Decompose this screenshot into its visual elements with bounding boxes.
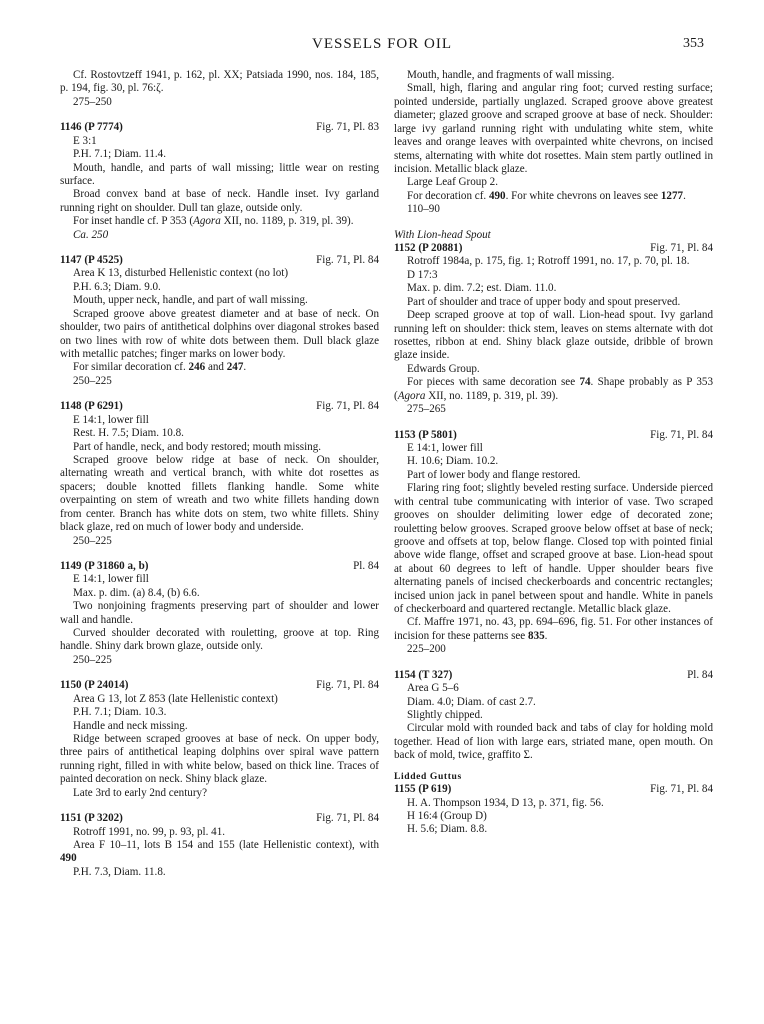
- entry-number: 1151 (P 3202): [60, 812, 123, 825]
- entry-condition: Part of shoulder and trace of upper body and spout preserved.: [407, 295, 681, 308]
- entry-condition: Mouth, handle, and fragments of wall missing.: [407, 69, 615, 81]
- entry-context: Area F 10–11, lots B 154 and 155 (late Hellenistic context), with 490: [60, 838, 379, 865]
- entry-context: Area G 5–6: [407, 682, 459, 695]
- entry-dimensions: Max. p. dim. (a) 8.4, (b) 6.6.: [73, 586, 200, 599]
- entry-dimensions: P.H. 6.3; Diam. 9.0.: [73, 280, 161, 293]
- left-column: [60, 69, 379, 879]
- entry-number: 1148 (P 6291): [60, 400, 123, 413]
- entry-dimensions: P.H. 7.3, Diam. 11.8.: [73, 865, 166, 878]
- entry-context: H 16:4 (Group D): [407, 809, 487, 822]
- catalog-entry-1147: [60, 254, 379, 388]
- catalog-entry-1154: [394, 669, 713, 763]
- catalog-entry-1151-continued: [394, 69, 713, 217]
- figure-reference: Fig. 71, Pl. 84: [316, 679, 379, 692]
- catalog-entry-1152: [394, 242, 713, 416]
- entry-condition: Handle and neck missing.: [73, 719, 188, 732]
- entry-heading: [60, 121, 379, 134]
- entry-dimensions: P.H. 7.1; Diam. 10.3.: [73, 706, 167, 719]
- entry-condition: Slightly chipped.: [407, 708, 483, 721]
- right-column: [394, 69, 713, 837]
- entry-dimensions: Rest. H. 7.5; Diam. 10.8.: [73, 427, 184, 440]
- entry-heading: [394, 242, 713, 255]
- entry-dimensions: Diam. 4.0; Diam. of cast 2.7.: [407, 695, 536, 708]
- entry-bibliography: Rotroff 1991, no. 99, p. 93, pl. 41.: [73, 825, 226, 838]
- entry-heading: [60, 560, 379, 573]
- entry-comparanda: For decoration cf. 490. For white chevrons on leaves see 1277.: [407, 189, 686, 202]
- entry-bibliography: H. A. Thompson 1934, D 13, p. 371, fig. 56.: [407, 796, 604, 809]
- catalog-entry-1148: [60, 400, 379, 548]
- page-header: [60, 36, 704, 56]
- figure-reference: Pl. 84: [353, 559, 379, 572]
- catalog-entry-1153: [394, 429, 713, 657]
- page-number: 353: [683, 36, 704, 51]
- entry-dimensions: H. 5.6; Diam. 8.8.: [407, 823, 488, 836]
- entry-date: 225–200: [407, 643, 446, 656]
- entry-date: Ca. 250: [73, 228, 109, 241]
- figure-reference: Pl. 84: [687, 668, 713, 681]
- entry-context: E 3:1: [73, 134, 97, 147]
- catalog-entry-1150: [60, 679, 379, 800]
- entry-dimensions: Max. p. dim. 7.2; est. Diam. 11.0.: [407, 282, 557, 295]
- entry-heading: [60, 679, 379, 692]
- section-heading-lion-head-spout: With Lion-head Spout: [394, 228, 491, 241]
- catalog-entry-1151: [60, 812, 379, 879]
- entry-number: 1150 (P 24014): [60, 679, 129, 692]
- entry-number: 1155 (P 619): [394, 783, 452, 796]
- entry-dimensions: P.H. 7.1; Diam. 11.4.: [73, 148, 166, 161]
- catalog-entry-1155: [394, 783, 713, 837]
- entry-group: Large Leaf Group 2.: [407, 176, 498, 189]
- running-title: VESSELS FOR OIL: [311, 36, 453, 52]
- entry-comparanda: For pieces with same decoration see 74. Shape probably as P 353 (Agora XII, no. 1189, p. 319, pl. 39).: [394, 376, 713, 402]
- figure-reference: Fig. 71, Pl. 84: [316, 812, 379, 825]
- figure-reference: Fig. 71, Pl. 84: [316, 254, 379, 267]
- figure-reference: Fig. 71, Pl. 84: [650, 242, 713, 255]
- entry-context: E 14:1, lower fill: [73, 413, 149, 426]
- entry-date: Late 3rd to early 2nd century?: [73, 786, 207, 799]
- entry-number: 1152 (P 20881): [394, 242, 463, 255]
- entry-comparanda: For similar decoration cf. 246 and 247.: [73, 361, 247, 374]
- figure-reference: Fig. 71, Pl. 83: [316, 121, 379, 134]
- entry-condition: Part of lower body and flange restored.: [407, 468, 581, 481]
- entry-number: 1153 (P 5801): [394, 428, 457, 441]
- entry-date: 110–90: [407, 203, 440, 216]
- entry-description: Ridge between scraped grooves at base of neck. On upper body, three pairs of antithetical leaping dolphins over spiral wave pattern running right, filled in with white below, based on thick line. Traces of painted decoration on neck. Shiny black glaze.: [60, 732, 379, 786]
- entry-group: Edwards Group.: [407, 362, 480, 375]
- entry-context: D 17:3: [407, 268, 438, 281]
- entry-number: 1147 (P 4525): [60, 254, 123, 267]
- entry-dimensions: H. 10.6; Diam. 10.2.: [407, 455, 499, 468]
- entry-number: 1146 (P 7774): [60, 121, 123, 134]
- entry-heading: [60, 254, 379, 267]
- entry-number: 1154 (T 327): [394, 668, 453, 681]
- entry-date: 250–225: [73, 374, 112, 387]
- catalog-entry-1149: [60, 560, 379, 667]
- entry-heading: [60, 812, 379, 825]
- intro-date: 275–250: [73, 95, 112, 108]
- entry-heading: [394, 669, 713, 682]
- intro-reference: Cf. Rostovtzeff 1941, p. 162, pl. XX; Patsiada 1990, nos. 184, 185, p. 194, fig. 30, pl. 76:ζ.: [60, 69, 379, 95]
- figure-reference: Fig. 71, Pl. 84: [316, 400, 379, 413]
- entry-context: E 14:1, lower fill: [73, 573, 149, 586]
- figure-reference: Fig. 71, Pl. 84: [650, 428, 713, 441]
- entry-condition: Mouth, handle, and parts of wall missing; little wear on resting surface.: [60, 161, 379, 187]
- entry-description: Flaring ring foot; slightly beveled resting surface. Underside pierced with central tube communicating with interior of vase. Two scraped grooves on shoulder delimiting lower edge of decorated zone; rouletting below grooves. Scraped groove below offset at base of neck; groove and offsets at top, below flange. Closed top with pointed finial above wide flange, offset and scraped groove at base. Lion-head spout at about 60 degrees to left of handle. Upper shoulder bears five alternating panels of incised checkerboards and concentric rectangles; incised union jack in panel between spout and handle. White in panels of checkerboard and quartered rectangle. Metallic black glaze.: [394, 482, 713, 616]
- figure-reference: Fig. 71, Pl. 84: [650, 783, 713, 796]
- entry-condition: Mouth, upper neck, handle, and part of wall missing.: [73, 294, 308, 307]
- entry-description: Broad convex band at base of neck. Handle inset. Ivy garland running right on shoulder. Dull tan glaze, outside only.: [60, 188, 379, 214]
- entry-context: Area G 13, lot Z 853 (late Hellenistic context): [73, 692, 278, 705]
- entry-heading: [60, 400, 379, 413]
- entry-comparanda: Cf. Maffre 1971, no. 43, pp. 694–696, fig. 51. For other instances of incision for these patterns see 835.: [394, 616, 713, 642]
- entry-description: Scraped groove above greatest diameter and at base of neck. On shoulder, two pairs of antithetical dolphins over diagonal strokes based on two lines with row of white dots between them. Dull black glaze with metallic patches; finger marks on lower body.: [60, 307, 379, 361]
- entry-number: 1149 (P 31860 a, b): [60, 559, 149, 572]
- entry-date: 275–265: [407, 403, 446, 416]
- entry-date: 250–225: [73, 653, 112, 666]
- entry-comparanda: For inset handle cf. P 353 (Agora XII, no. 1189, p. 319, pl. 39).: [73, 215, 354, 228]
- catalog-entry-1146: [60, 121, 379, 242]
- entry-context: E 14:1, lower fill: [407, 441, 483, 454]
- entry-description: Small, high, flaring and angular ring foot; curved resting surface; pointed underside, partially unglazed. Scraped groove above greatest diameter; glazed groove and scraped groove at base of neck. Shoulder: large ivy garland running right with undulating white stem, white leaves and orange leaves with overpainted white chevrons, on incised stems, alternating with white dot rosettes. Main stem partly outlined in incision. Metallic black glaze.: [394, 82, 713, 175]
- section-heading-lidded-guttus: Lidded Guttus: [394, 770, 462, 782]
- entry-condition: Two nonjoining fragments preserving part of shoulder and lower wall and handle.: [60, 600, 379, 626]
- entry-heading: [394, 783, 713, 796]
- entry-description: Deep scraped groove at top of wall. Lion-head spout. Ivy garland running left on shoulder: thick stem, leaves on stems alternate with dot rosettes, ribbon at end. Shiny black glaze outside, dribble of brown glaze inside.: [394, 309, 713, 362]
- entry-description: Scraped groove below ridge at base of neck. On shoulder, alternating wreath and vertical branch, with white dot rosettes as spacers; double knotted fillets flanking handle. Some white overpainting on stem of wreath and two white fillets handing down from center. Branch has white dots on stem, two white fillets. Shiny black glaze, red on much of lower body and underside.: [60, 453, 379, 534]
- entry-description: Curved shoulder decorated with rouletting, groove at top. Ring handle. Shiny dark brown glaze, outside only.: [60, 627, 379, 653]
- entry-context: Area K 13, disturbed Hellenistic context (no lot): [73, 267, 289, 280]
- entry-condition: Part of handle, neck, and body restored; mouth missing.: [73, 440, 322, 453]
- entry-bibliography: Rotroff 1984a, p. 175, fig. 1; Rotroff 1991, no. 17, p. 70, pl. 18.: [407, 255, 690, 268]
- entry-description: Circular mold with rounded back and tabs of clay for holding mold together. Head of lion with large ears, striated mane, open mouth. On back of mold, twice, graffito Σ.: [394, 722, 713, 762]
- entry-date: 250–225: [73, 534, 112, 547]
- entry-heading: [394, 429, 713, 442]
